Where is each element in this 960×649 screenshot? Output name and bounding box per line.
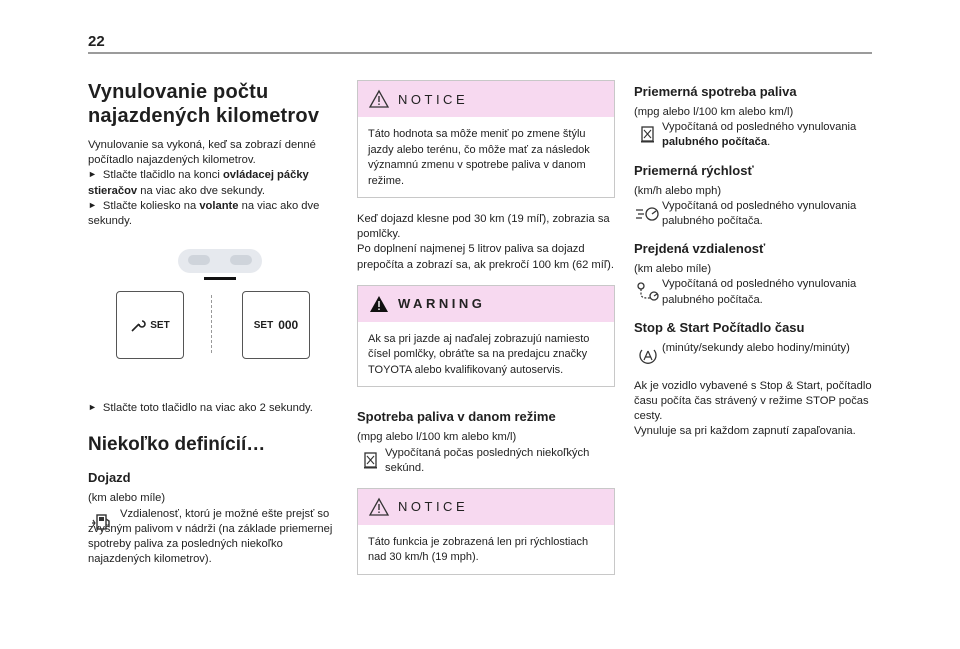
average-speed-icon <box>635 202 661 224</box>
avg-speed-row <box>634 199 884 229</box>
avg-consumption-desc: Vypočítaná od posledného vynulovania palubného počítača. <box>662 121 857 149</box>
warning-title: WARNING <box>398 296 486 312</box>
avg-consumption-title: Priemerná spotreba paliva <box>634 84 797 99</box>
notice-title: NOTICE <box>398 91 469 107</box>
avg-fuel-consumption-icon <box>638 123 658 145</box>
range-title: Dojazd <box>88 470 131 486</box>
range-block <box>88 507 340 568</box>
divider <box>211 295 212 353</box>
consumption-row <box>357 446 615 476</box>
distance-row <box>634 277 884 307</box>
stop-start-unit: (minúty/sekundy alebo hodiny/minúty) <box>662 341 850 354</box>
stop-start-icon <box>637 344 659 366</box>
set-button: SET <box>116 291 184 359</box>
stop-start-title: Stop & Start Počítadlo času <box>634 319 805 335</box>
avg-speed-desc: Vypočítaná od posledného vynulovania palubného počítača. <box>662 199 857 228</box>
notice-box-2 <box>357 488 615 575</box>
range-para-2: Po doplnení najmenej 5 litrov paliva sa dojazd prepočíta a zobrazí sa, ak prekročí 100 km (62 míľ). <box>357 243 614 271</box>
stop-start-para-2: Vynuluje sa pri každom zapnutí zapaľovania. <box>634 425 856 438</box>
stop-start-para-1: Ak je vozidlo vybavené s Stop & Start, počítadlo času počíta čas strávený v režime STOP počas cesty. <box>634 379 872 423</box>
avg-consumption-row <box>634 120 884 150</box>
notice-body: Táto hodnota sa môže meniť po zmene štýlu jazdy alebo terénu, čo môže mať za následok významnú zmenu v spotrebe paliva v danom režime. <box>368 128 590 187</box>
wrench-icon <box>130 317 146 333</box>
reset-step-2: ► Stlačte koliesko na volante na viac ako dve sekundy. <box>88 199 340 229</box>
column-2 <box>357 80 615 575</box>
avg-speed-title: Priemerná rýchlosť <box>634 162 754 178</box>
reset-intro: Vynulovanie sa vykoná, keď sa zobrazí denné počítadlo najazdených kilometrov. <box>88 139 316 167</box>
reset-step-3: ► Stlačte toto tlačidlo na viac ako 2 sekundy. <box>88 401 340 416</box>
column-1 <box>88 80 340 567</box>
warning-header <box>358 286 614 322</box>
column-3 <box>634 80 884 440</box>
fuel-consumption-icon <box>361 449 381 471</box>
distance-desc: Vypočítaná od posledného vynulovania palubného počítača. <box>662 278 857 306</box>
steering-illustration <box>88 243 340 393</box>
notice-header <box>358 81 614 117</box>
notice-header-2 <box>358 489 614 525</box>
avg-speed-unit: (km/h alebo mph) <box>634 184 722 197</box>
range-desc: Vzdialenosť, ktorú je možné ešte prejsť so zvyšným palivom v nádrži (na základe priemernej spotreby paliva za posledných niekoľko najazdených kilometrov). <box>88 507 333 566</box>
consumption-title: Spotreba paliva v danom režime <box>357 409 556 425</box>
distance-unit: (km alebo míle) <box>634 263 712 276</box>
warning-triangle-icon <box>368 89 390 109</box>
avg-consumption-unit: (mpg alebo l/100 km alebo km/l) <box>634 106 794 118</box>
section-title-reset: Vynulovanie počtu najazdených kilometrov <box>88 81 320 127</box>
reset-step-1: ► Stlačte tlačidlo na konci ovládacej páčky stieračov na viac ako dve sekundy. <box>88 168 340 198</box>
notice-box-1 <box>357 80 615 198</box>
set-000-button: SET 000 <box>242 291 310 359</box>
warning-triangle-icon <box>368 497 390 517</box>
warning-filled-icon <box>368 294 390 314</box>
range-para-1: Keď dojazd klesne pod 30 km (19 míľ), zobrazia sa pomlčky. <box>357 213 610 241</box>
warning-body: Ak sa pri jazde aj naďalej zobrazujú namiesto čísel pomlčky, obráťte sa na predajcu značky TOYOTA alebo kvalifikovaný autoservis. <box>368 332 590 376</box>
steering-wheel-icon <box>160 243 280 289</box>
consumption-desc: Vypočítaná počas posledných niekoľkých sekúnd. <box>385 446 590 474</box>
notice-title-2: NOTICE <box>398 499 469 515</box>
fuel-pump-range-icon <box>90 509 116 535</box>
notice-body-2: Táto funkcia je zobrazená len pri rýchlostiach nad 30 km/h (19 mph). <box>368 535 589 564</box>
warning-box <box>357 285 615 388</box>
stop-start-row <box>634 341 884 369</box>
consumption-unit: (mpg alebo l/100 km alebo km/l) <box>357 431 517 444</box>
page-number: 22 <box>88 33 105 50</box>
top-divider <box>88 52 872 54</box>
range-unit: (km alebo míle) <box>88 492 166 505</box>
distance-travelled-icon <box>635 280 661 302</box>
distance-title: Prejdená vzdialenosť <box>634 241 766 257</box>
definitions-title: Niekoľko definícií… <box>88 434 266 456</box>
